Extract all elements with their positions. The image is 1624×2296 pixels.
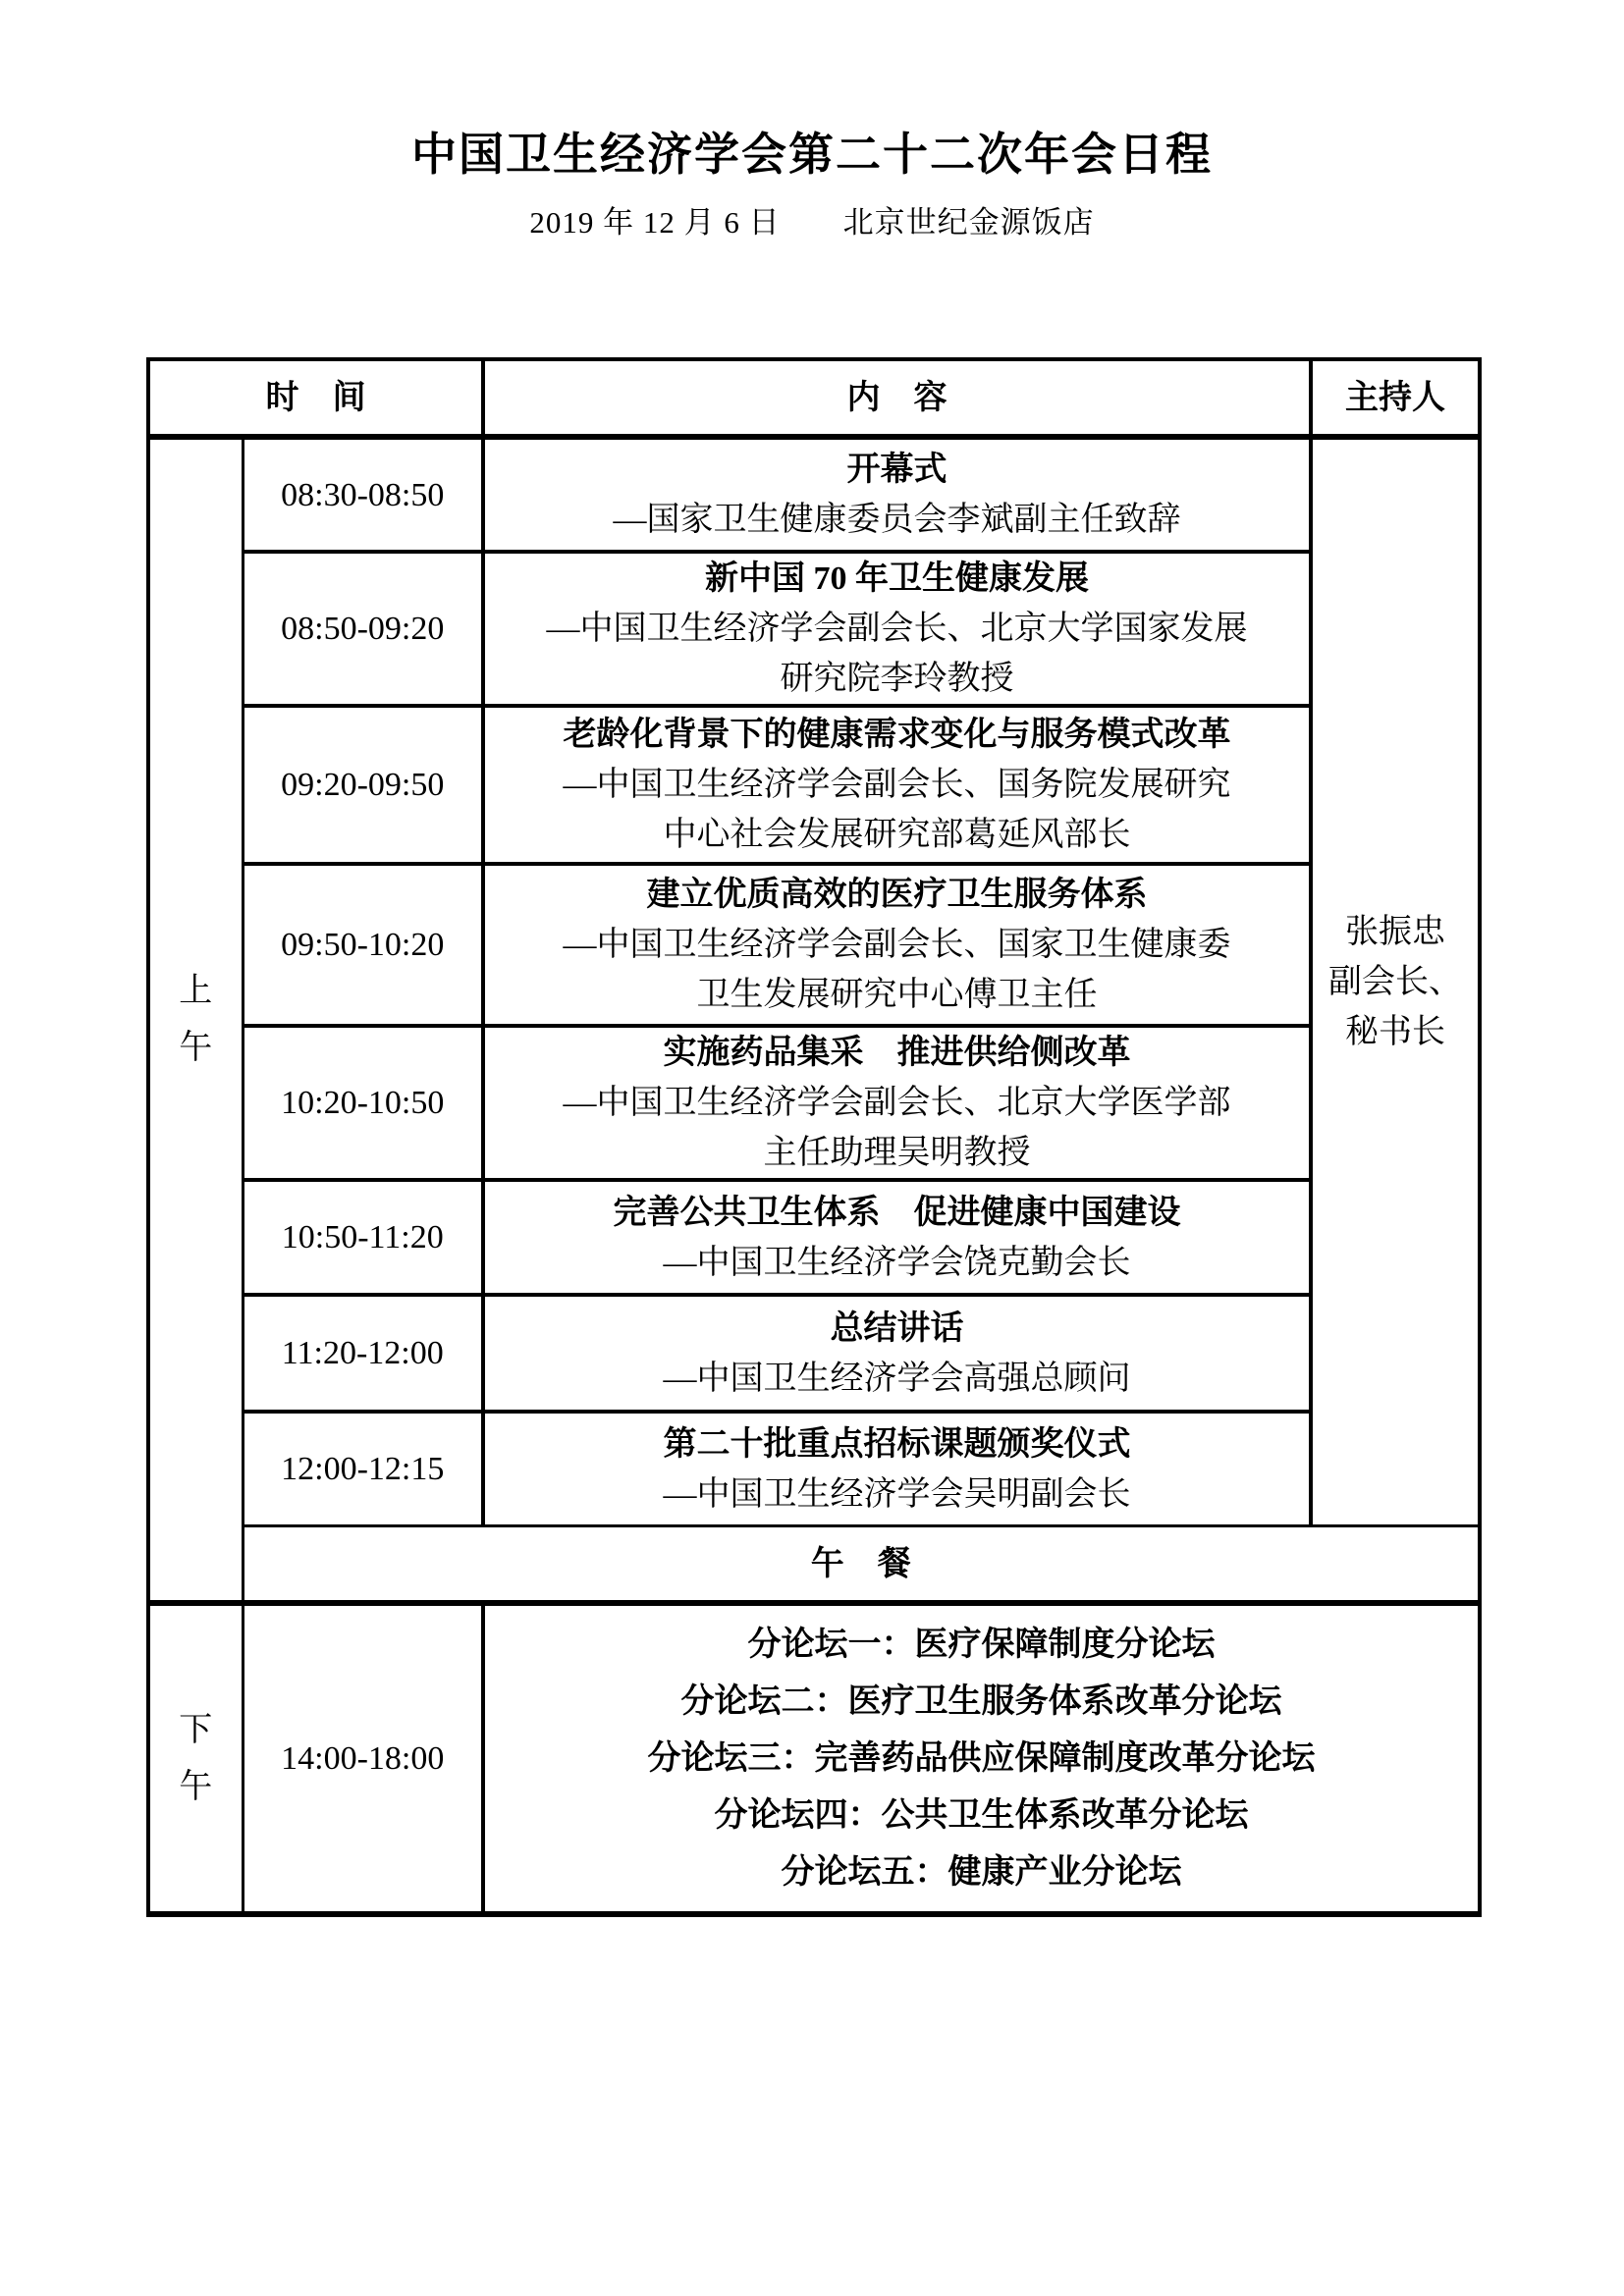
period-cell-morning — [148, 437, 243, 1603]
schedule-table — [146, 357, 1482, 1917]
page-subtitle: 2019 年 12 月 6 日 北京世纪金源饭店 — [529, 205, 1095, 240]
speaker-line: —中国卫生经济学会副会长、国务院发展研究 — [563, 767, 1231, 804]
session-title: 完善公共卫生体系 促进健康中国建设 — [613, 1194, 1181, 1231]
period-cell-afternoon — [148, 1603, 243, 1914]
time-cell: 09:20-09:50 — [243, 706, 483, 864]
content-cell — [483, 1180, 1311, 1295]
speaker-line: —中国卫生经济学会饶克勤会长 — [663, 1244, 1131, 1281]
speaker-line: —中国卫生经济学会高强总顾问 — [663, 1360, 1131, 1397]
speaker-line: —中国卫生经济学会副会长、北京大学医学部 — [563, 1085, 1231, 1122]
content-cell — [483, 1295, 1311, 1412]
content-cell — [483, 706, 1311, 864]
time-cell: 12:00-12:15 — [243, 1412, 483, 1526]
time-cell: 10:50-11:20 — [243, 1180, 483, 1295]
time-cell: 09:50-10:20 — [243, 864, 483, 1026]
time-cell: 08:30-08:50 — [243, 437, 483, 552]
time-cell: 14:00-18:00 — [243, 1603, 483, 1914]
period-label-morning: 上午 — [179, 973, 213, 1067]
time-cell: 08:50-09:20 — [243, 552, 483, 706]
forum-line: 分论坛二：医疗卫生服务体系改革分论坛 — [680, 1682, 1282, 1720]
speaker-line: 卫生发展研究中心傅卫主任 — [696, 977, 1098, 1014]
forum-line: 分论坛一：医疗保障制度分论坛 — [747, 1626, 1216, 1663]
speaker-line: —中国卫生经济学会吴明副会长 — [663, 1475, 1131, 1513]
content-cell — [483, 1026, 1311, 1180]
speaker-line: —中国卫生经济学会副会长、北京大学国家发展 — [546, 611, 1248, 648]
page-title: 中国卫生经济学会第二十二次年会日程 — [411, 130, 1213, 180]
session-row — [148, 1412, 1480, 1526]
session-row — [148, 1295, 1480, 1412]
header-row — [148, 359, 1480, 437]
afternoon-row — [148, 1603, 1480, 1914]
speaker-line: 主任助理吴明教授 — [763, 1135, 1031, 1172]
session-title: 新中国 70 年卫生健康发展 — [705, 561, 1089, 598]
session-row — [148, 864, 1480, 1026]
session-title: 第二十批重点招标课题颁奖仪式 — [663, 1425, 1131, 1463]
content-cell — [483, 864, 1311, 1026]
moderator-line: 秘书长 — [1345, 1014, 1445, 1051]
forums-cell — [483, 1603, 1480, 1914]
speaker-line: 研究院李玲教授 — [780, 661, 1014, 698]
speaker-line: —国家卫生健康委员会李斌副主任致辞 — [613, 502, 1181, 539]
content-cell — [483, 552, 1311, 706]
forum-line: 分论坛三：完善药品供应保障制度改革分论坛 — [647, 1739, 1316, 1777]
content-cell — [483, 1412, 1311, 1526]
time-cell: 11:20-12:00 — [243, 1295, 483, 1412]
session-title: 开幕式 — [846, 452, 947, 489]
speaker-line: —中国卫生经济学会副会长、国家卫生健康委 — [563, 927, 1231, 964]
session-row — [148, 706, 1480, 864]
content-cell — [483, 437, 1311, 552]
session-title: 实施药品集采 推进供给侧改革 — [663, 1035, 1131, 1072]
time-cell: 10:20-10:50 — [243, 1026, 483, 1180]
header-moderator: 主持人 — [1311, 359, 1480, 437]
header-time: 时 间 — [148, 359, 483, 437]
session-title: 老龄化背景下的健康需求变化与服务模式改革 — [563, 717, 1231, 754]
session-row — [148, 1026, 1480, 1180]
lunch-row — [148, 1526, 1480, 1604]
session-row — [148, 437, 1480, 552]
session-row — [148, 1180, 1480, 1295]
moderator-cell — [1311, 437, 1480, 1526]
session-title: 总结讲话 — [830, 1309, 964, 1347]
speaker-line: 中心社会发展研究部葛延风部长 — [663, 817, 1131, 854]
moderator-line: 张振忠 — [1345, 914, 1445, 951]
session-row — [148, 552, 1480, 706]
header-content: 内 容 — [483, 359, 1311, 437]
period-label-afternoon: 下午 — [179, 1711, 213, 1805]
lunch-cell: 午 餐 — [243, 1526, 1480, 1604]
forum-line: 分论坛四：公共卫生体系改革分论坛 — [714, 1796, 1249, 1834]
moderator-line: 副会长、 — [1328, 964, 1462, 1001]
session-title: 建立优质高效的医疗卫生服务体系 — [646, 877, 1148, 914]
forum-line: 分论坛五：健康产业分论坛 — [781, 1853, 1182, 1891]
